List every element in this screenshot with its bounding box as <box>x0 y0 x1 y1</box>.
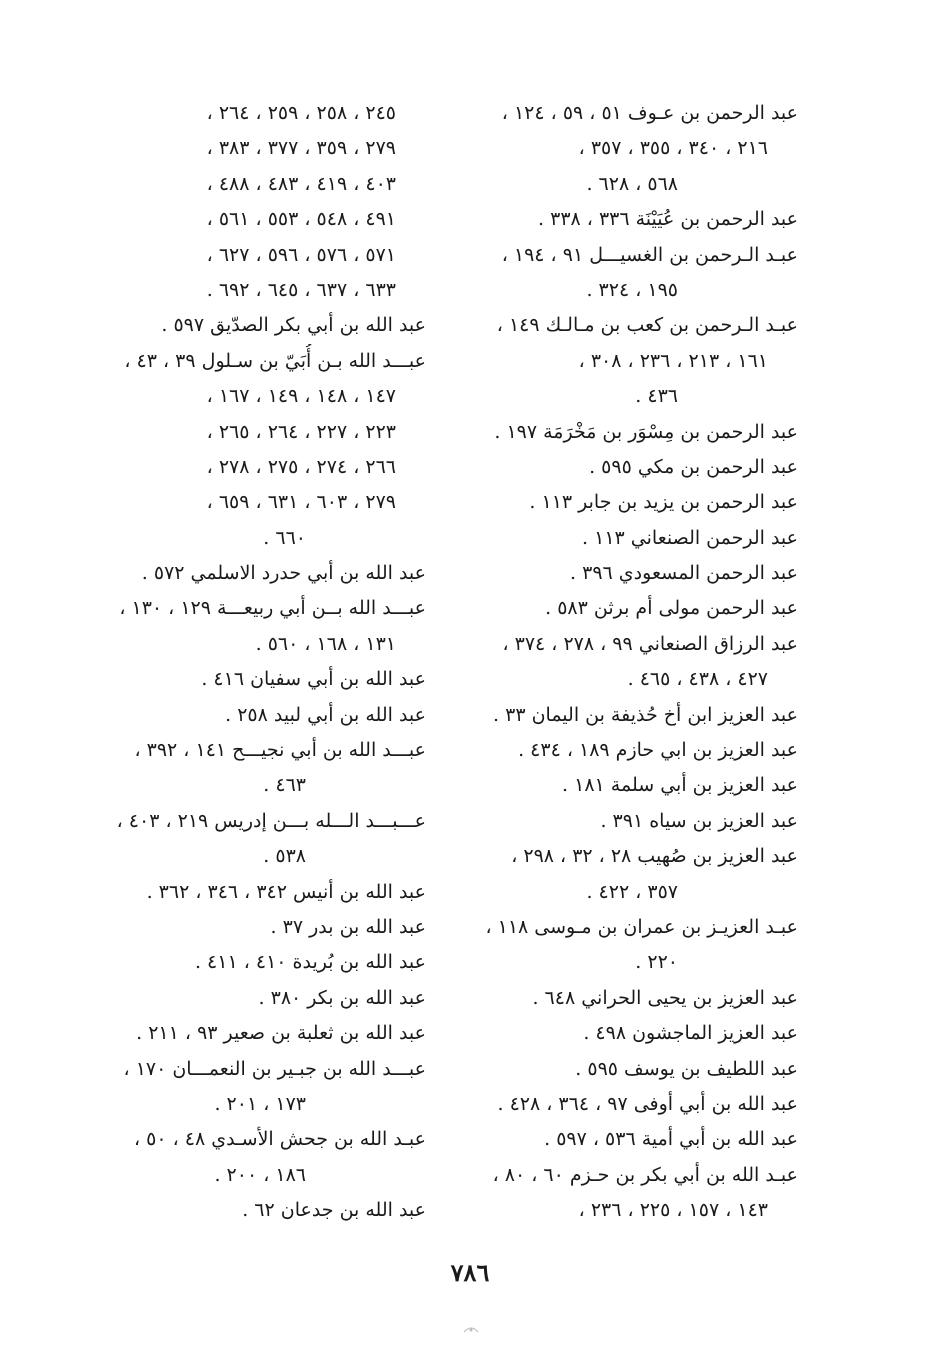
index-entry-continuation: ٥٧١ ، ٥٧٦ ، ٥٩٦ ، ٦٢٧ ، <box>206 243 396 266</box>
index-entry-continuation: ٤٣٦ . <box>635 385 678 408</box>
index-entry-continuation: ٢٤٥ ، ٢٥٨ ، ٢٥٩ ، ٢٦٤ ، <box>206 102 396 124</box>
index-entry: عبـد العزيـز بن عمران بن مـوسى ١١٨ ، <box>485 915 798 938</box>
index-entry-continuation: ٤٩١ ، ٥٤٨ ، ٥٥٣ ، ٥٦١ ، <box>206 208 396 231</box>
index-entry: عبد الرحمن بن عُيَيْنَة ٣٣٦ ، ٣٣٨ . <box>538 208 798 231</box>
index-entry: عبد العزيز بن يحيى الحراني ٦٤٨ . <box>532 986 798 1009</box>
index-entry-continuation: ٢٦٦ ، ٢٧٤ ، ٢٧٥ ، ٢٧٨ ، <box>206 455 396 478</box>
index-entry: عبد العزيز بن صُهيب ٢٨ ، ٣٢ ، ٢٩٨ ، <box>511 845 798 868</box>
index-entry: عبد الله بن أبي حدرد الاسلمي ٥٧٢ . <box>141 562 426 585</box>
index-entry: عبد الرزاق الصنعاني ٩٩ ، ٢٧٨ ، ٣٧٤ ، <box>502 632 798 655</box>
index-entry: عبد الله بن أبي لبيد ٢٥٨ . <box>225 703 426 726</box>
index-entry-continuation: ٢٧٩ ، ٦٠٣ ، ٦٣١ ، ٦٥٩ ، <box>206 491 396 514</box>
index-entry-continuation: ٣٥٧ ، ٤٢٢ . <box>586 880 678 903</box>
index-entry-continuation: ١٣١ ، ١٦٨ ، ٥٦٠ . <box>255 632 396 655</box>
index-entry: عبد العزيز بن سياه ٣٩١ . <box>600 809 798 832</box>
index-entry: عبد الله بن أنيس ٣٤٢ ، ٣٤٦ ، ٣٦٢ . <box>146 880 426 903</box>
index-entry-continuation: ٢١٦ ، ٣٤٠ ، ٣٥٥ ، ٣٥٧ ، <box>578 137 768 160</box>
index-entry: عبد الرحمن المسعودي ٣٩٦ . <box>570 562 798 585</box>
index-entry-continuation: ٤٢٧ ، ٤٣٨ ، ٤٦٥ . <box>627 668 768 691</box>
index-entry-continuation: ٦٣٣ ، ٦٣٧ ، ٦٤٥ ، ٦٩٢ . <box>206 278 396 301</box>
index-entry-continuation: ١٤٣ ، ١٥٧ ، ٢٢٥ ، ٢٣٦ ، <box>578 1199 768 1222</box>
index-entry: عبد الله بن بدر ٣٧ . <box>270 915 426 938</box>
index-entry: عبد العزيز بن أبي سلمة ١٨١ . <box>562 774 798 797</box>
index-entry: عبـــد الله بن أبي نجيـــح ١٤١ ، ٣٩٢ ، <box>134 739 426 762</box>
index-entry: عبد الله بن بُريدة ٤١٠ ، ٤١١ . <box>194 951 426 974</box>
index-entry: عبد الرحمن بن مِسْوَر بن مَخْرَمَة ١٩٧ . <box>494 420 798 443</box>
page-number: ٧٨٦ <box>450 1258 490 1287</box>
index-entry: عبد العزيز بن ابي حازم ١٨٩ ، ٤٣٤ . <box>518 739 798 762</box>
index-entry-continuation: ٥٦٨ ، ٦٢٨ . <box>586 172 678 195</box>
index-entry: عبـد الله بن أبي بكر بن حـزم ٦٠ ، ٨٠ ، <box>492 1163 798 1186</box>
index-entry: عبد الرحمن الصنعاني ١١٣ . <box>582 526 798 549</box>
index-entry-continuation: ٦٦٠ . <box>263 526 306 549</box>
index-entry: عبد الله بن أبي أوفى ٩٧ ، ٣٦٤ ، ٤٢٨ . <box>497 1092 798 1115</box>
index-entry: عبد الله بن أبي أمية ٥٣٦ ، ٥٩٧ . <box>544 1128 798 1151</box>
index-entry: عبد الله بن أبي سفيان ٤١٦ . <box>201 668 426 691</box>
index-entry: عبد الله بن ثعلبة بن صعير ٩٣ ، ٢١١ . <box>136 1022 426 1045</box>
ornament-icon <box>461 1322 481 1336</box>
index-entry: عبد العزيز الماجشون ٤٩٨ . <box>583 1022 798 1045</box>
index-entry: عبد الرحمن بن عـوف ٥١ ، ٥٩ ، ١٢٤ ، <box>501 102 798 124</box>
index-entry: عبـــد الله بــن أبي ربيعـــة ١٢٩ ، ١٣٠ ، <box>119 597 426 620</box>
index-entry: عبـد الله بن جحش الأسـدي ٤٨ ، ٥٠ ، <box>133 1128 426 1151</box>
index-entry: عبـــد الله بـن أُبَيّ بن سـلول ٣٩ ، ٤٣ ، <box>124 349 426 372</box>
index-entry: عبـــد الله بن جبـير بن النعمـــان ١٧٠ ، <box>123 1057 426 1080</box>
index-entry: عبد الرحمن بن مكي ٥٩٥ . <box>589 455 798 478</box>
index-entry-continuation: ٢٢٠ . <box>635 951 678 974</box>
index-entry-continuation: ٢٢٣ ، ٢٢٧ ، ٢٦٤ ، ٢٦٥ ، <box>206 420 396 443</box>
index-entry: عبـد الـرحمن بن الغسيـــل ٩١ ، ١٩٤ ، <box>501 243 798 266</box>
index-entry: عبـد الـرحمن بن كعب بن مـالـك ١٤٩ ، <box>496 314 798 337</box>
index-entry: عبد الرحمن مولى أم برثن ٥٨٣ . <box>545 597 798 620</box>
index-entry-continuation: ١٩٥ ، ٣٢٤ . <box>586 278 678 301</box>
index-column-left <box>100 96 426 1229</box>
index-entry-continuation: ١٦١ ، ٢١٣ ، ٢٣٦ ، ٣٠٨ ، <box>578 349 768 372</box>
index-entry: عـــبـــد الـــله بـــن إدريس ٢١٩ ، ٤٠٣ ، <box>116 809 426 832</box>
index-entry-continuation: ١٧٣ ، ٢٠١ . <box>214 1092 306 1115</box>
index-entry: عبد الرحمن بن يزيد بن جابر ١١٣ . <box>529 491 798 514</box>
index-entry: عبد الله بن بكر ٣٨٠ . <box>258 986 426 1009</box>
index-entry-continuation: ٤٦٣ . <box>263 774 306 797</box>
index-entry-continuation: ٤٠٣ ، ٤١٩ ، ٤٨٣ ، ٤٨٨ ، <box>206 172 396 195</box>
index-entry: عبد العزيز ابن أخ حُذيفة بن اليمان ٣٣ . <box>493 703 798 726</box>
index-entry: عبد الله بن جدعان ٦٢ . <box>242 1199 426 1222</box>
index-entry-continuation: ١٨٦ ، ٢٠٠ . <box>214 1163 306 1186</box>
index-entry: عبد الله بن أبي بكر الصدّيق ٥٩٧ . <box>161 314 426 337</box>
index-entry-continuation: ٥٣٨ . <box>263 845 306 868</box>
index-column-right <box>468 96 798 1229</box>
index-entry-continuation: ١٤٧ ، ١٤٨ ، ١٤٩ ، ١٦٧ ، <box>206 385 396 408</box>
index-entry-continuation: ٢٧٩ ، ٣٥٩ ، ٣٧٧ ، ٣٨٣ ، <box>206 137 396 160</box>
index-entry: عبد اللطيف بن يوسف ٥٩٥ . <box>575 1057 798 1080</box>
